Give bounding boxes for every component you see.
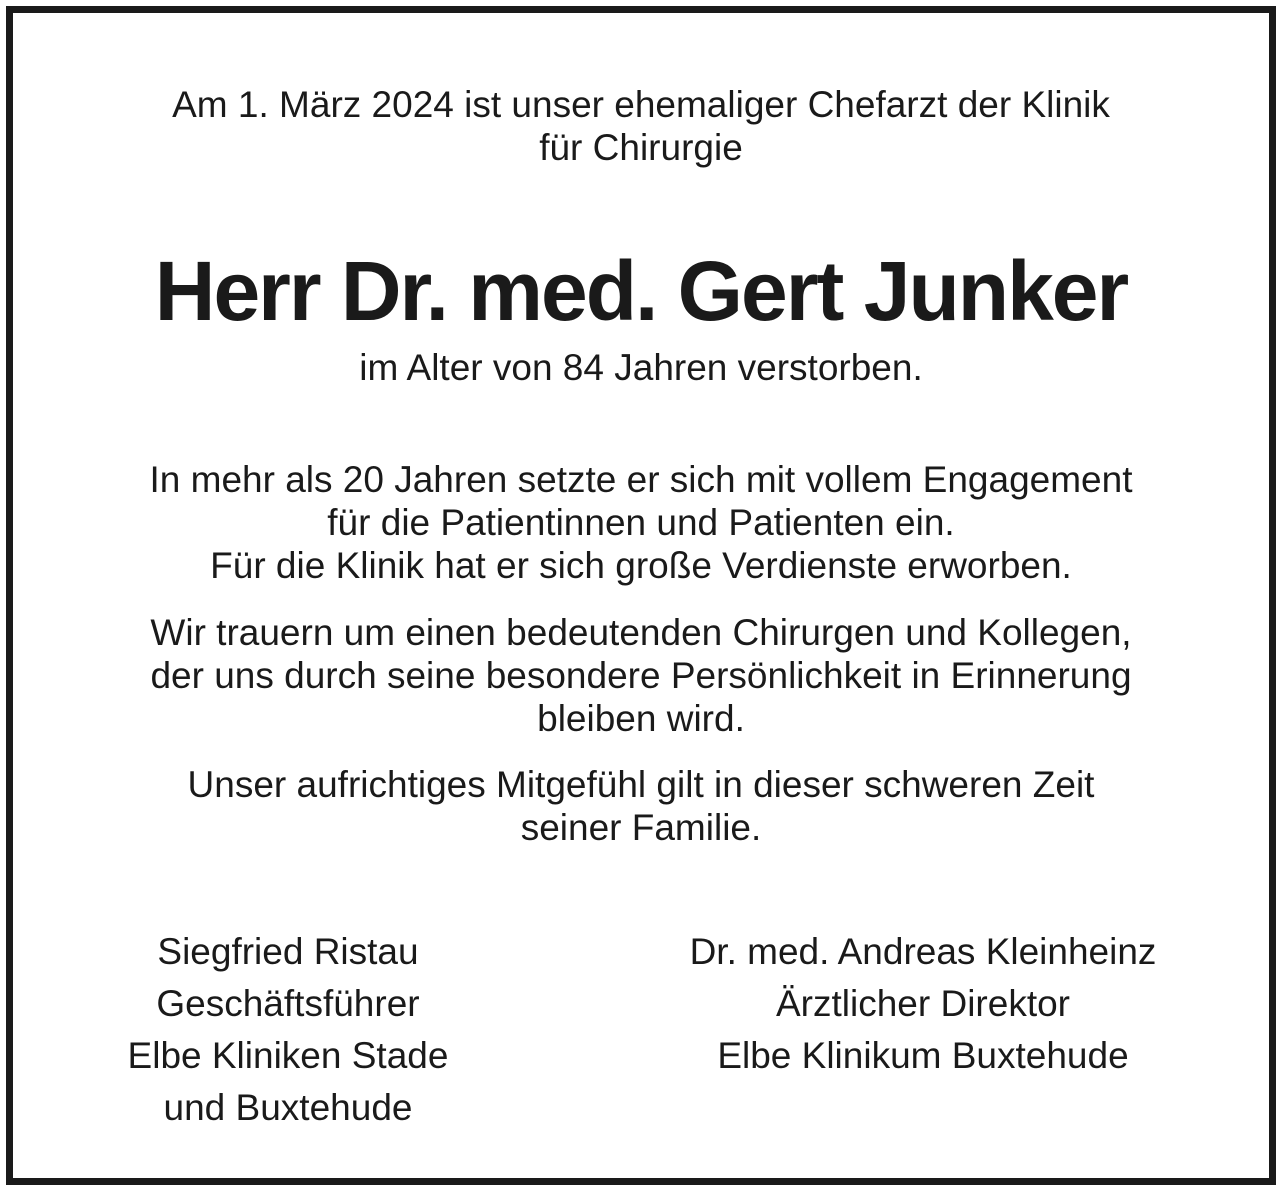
signatory-role: Ärztlicher Direktor [776,983,1070,1024]
signatory-left [83,926,493,1134]
signatory-org: und Buxtehude [163,1087,413,1128]
signatory-right [633,926,1213,1082]
paragraph-line: Unser aufrichtiges Mitgefühl gilt in dieser schweren Zeit [187,764,1095,805]
paragraph-line: der uns durch seine besondere Persönlichkeit in Erinnerung [150,655,1132,696]
signatory-org: Elbe Kliniken Stade [127,1035,449,1076]
signatory-role: Geschäftsführer [156,983,420,1024]
paragraph-line: In mehr als 20 Jahren setzte er sich mit vollem Engagement [149,459,1133,500]
paragraph-line: Für die Klinik hat er sich große Verdienste erworben. [210,545,1072,586]
paragraph-mourning [13,611,1269,740]
paragraph-line: Wir trauern um einen bedeutenden Chirurgen und Kollegen, [150,612,1132,653]
deceased-name: Herr Dr. med. Gert Junker [154,244,1128,338]
paragraph-line: seiner Familie. [520,807,762,848]
age-line: im Alter von 84 Jahren verstorben. [359,347,923,388]
signatory-org: Elbe Klinikum Buxtehude [717,1035,1129,1076]
paragraph-engagement [13,458,1269,587]
intro-line-2: für Chirurgie [539,127,743,168]
signatory-name: Dr. med. Andreas Kleinheinz [689,931,1157,972]
signatory-name: Siegfried Ristau [157,931,419,972]
paragraph-line: bleiben wird. [537,698,745,739]
intro-text [13,83,1269,169]
obituary-frame [6,6,1276,1185]
paragraph-line: für die Patientinnen und Patienten ein. [327,502,955,543]
paragraph-condolence [13,763,1269,849]
intro-line-1: Am 1. März 2024 ist unser ehemaliger Chefarzt der Klinik [172,84,1110,125]
